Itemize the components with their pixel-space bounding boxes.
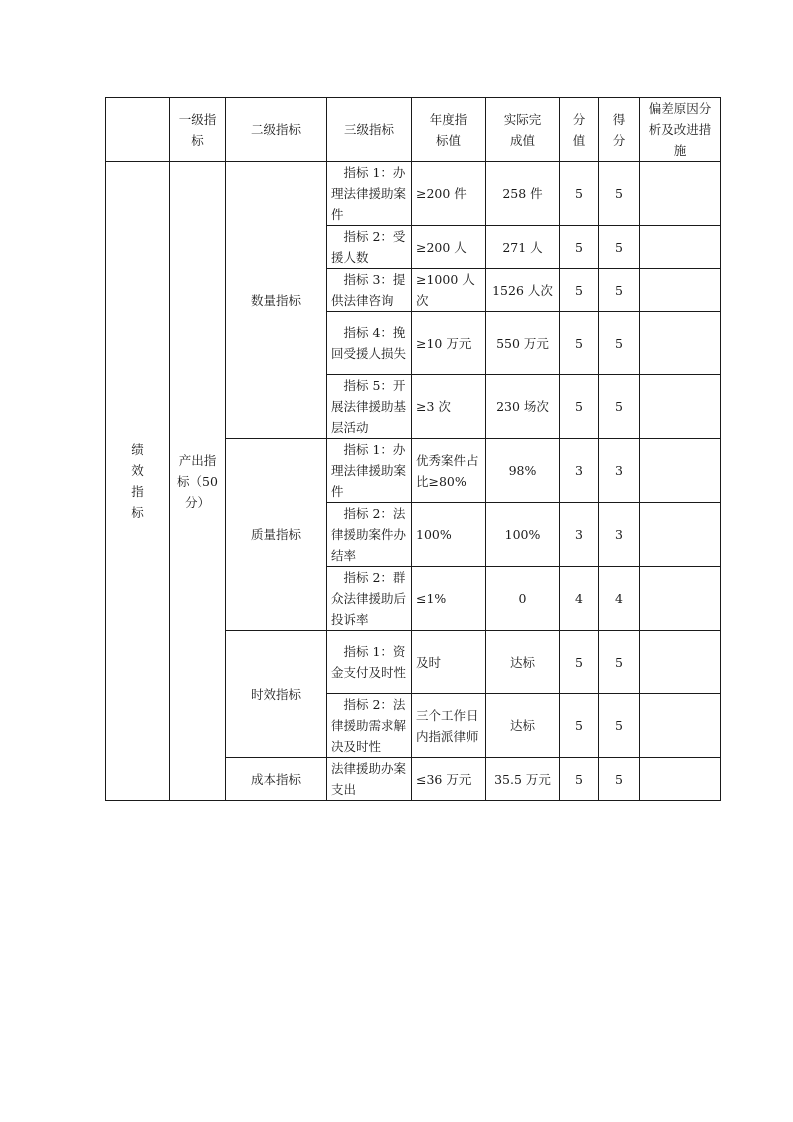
score-got-cell: 5 — [599, 758, 640, 801]
header-level2: 二级指标 — [226, 98, 327, 162]
actual-cell: 100% — [486, 503, 560, 567]
header-level3: 三级指标 — [327, 98, 412, 162]
level3-cell: 指标 3：提供法律咨询 — [327, 269, 412, 312]
target-cell: ≤36 万元 — [412, 758, 486, 801]
remark-cell — [640, 226, 721, 269]
table-row — [106, 162, 721, 226]
score-value-cell: 5 — [560, 162, 599, 226]
remark-cell — [640, 162, 721, 226]
level3-cell: 指标 4：挽回受援人损失 — [327, 312, 412, 375]
actual-cell: 258 件 — [486, 162, 560, 226]
level1-cell: 产出指标（50分） — [170, 162, 226, 801]
actual-cell: 0 — [486, 567, 560, 631]
score-got-cell: 5 — [599, 312, 640, 375]
header-remark: 偏差原因分析及改进措施 — [640, 98, 721, 162]
score-got-cell: 5 — [599, 631, 640, 694]
target-cell: 及时 — [412, 631, 486, 694]
performance-indicator-table — [105, 97, 721, 801]
score-value-cell: 3 — [560, 439, 599, 503]
actual-cell: 达标 — [486, 631, 560, 694]
score-value-cell: 5 — [560, 312, 599, 375]
target-cell: ≥1000 人次 — [412, 269, 486, 312]
level2-cell: 质量指标 — [226, 439, 327, 631]
header-score-value: 分值 — [560, 98, 599, 162]
score-got-cell: 3 — [599, 503, 640, 567]
score-got-cell: 5 — [599, 375, 640, 439]
header-target: 年度指标值 — [412, 98, 486, 162]
target-cell: 100% — [412, 503, 486, 567]
level2-cell: 数量指标 — [226, 162, 327, 439]
score-got-cell: 5 — [599, 226, 640, 269]
target-cell: ≥200 人 — [412, 226, 486, 269]
score-value-cell: 5 — [560, 226, 599, 269]
score-value-cell: 4 — [560, 567, 599, 631]
table-body — [106, 98, 721, 801]
score-value-cell: 5 — [560, 758, 599, 801]
actual-cell: 达标 — [486, 694, 560, 758]
target-cell: ≥10 万元 — [412, 312, 486, 375]
level3-cell: 指标 1：资金支付及时性 — [327, 631, 412, 694]
score-got-cell: 5 — [599, 269, 640, 312]
level3-cell: 指标 2：受援人数 — [327, 226, 412, 269]
actual-cell: 35.5 万元 — [486, 758, 560, 801]
actual-cell: 230 场次 — [486, 375, 560, 439]
remark-cell — [640, 694, 721, 758]
level3-cell: 指标 2：法律援助需求解决及时性 — [327, 694, 412, 758]
score-value-cell: 5 — [560, 269, 599, 312]
score-value-cell: 5 — [560, 631, 599, 694]
target-cell: ≥3 次 — [412, 375, 486, 439]
header-score-got: 得分 — [599, 98, 640, 162]
level3-cell: 指标 1：办理法律援助案件 — [327, 439, 412, 503]
level3-cell: 指标 2：群众法律援助后投诉率 — [327, 567, 412, 631]
score-got-cell: 5 — [599, 162, 640, 226]
score-got-cell: 5 — [599, 694, 640, 758]
target-cell: 三个工作日内指派律师 — [412, 694, 486, 758]
score-value-cell: 5 — [560, 375, 599, 439]
remark-cell — [640, 312, 721, 375]
score-got-cell: 3 — [599, 439, 640, 503]
level3-cell: 法律援助办案支出 — [327, 758, 412, 801]
header-category — [106, 98, 170, 162]
category-cell: 绩效指标 — [106, 162, 170, 801]
target-cell: ≤1% — [412, 567, 486, 631]
actual-cell: 1526 人次 — [486, 269, 560, 312]
remark-cell — [640, 375, 721, 439]
actual-cell: 271 人 — [486, 226, 560, 269]
header-actual: 实际完成值 — [486, 98, 560, 162]
actual-cell: 550 万元 — [486, 312, 560, 375]
remark-cell — [640, 567, 721, 631]
score-value-cell: 3 — [560, 503, 599, 567]
target-cell: 优秀案件占比≥80% — [412, 439, 486, 503]
level3-cell: 指标 2：法律援助案件办结率 — [327, 503, 412, 567]
remark-cell — [640, 503, 721, 567]
level2-cell: 时效指标 — [226, 631, 327, 758]
remark-cell — [640, 439, 721, 503]
level3-cell: 指标 5：开展法律援助基层活动 — [327, 375, 412, 439]
score-got-cell: 4 — [599, 567, 640, 631]
actual-cell: 98% — [486, 439, 560, 503]
level3-cell: 指标 1：办理法律援助案件 — [327, 162, 412, 226]
header-level1: 一级指标 — [170, 98, 226, 162]
remark-cell — [640, 758, 721, 801]
score-value-cell: 5 — [560, 694, 599, 758]
header-row — [106, 98, 721, 162]
remark-cell — [640, 269, 721, 312]
target-cell: ≥200 件 — [412, 162, 486, 226]
level2-cell: 成本指标 — [226, 758, 327, 801]
remark-cell — [640, 631, 721, 694]
